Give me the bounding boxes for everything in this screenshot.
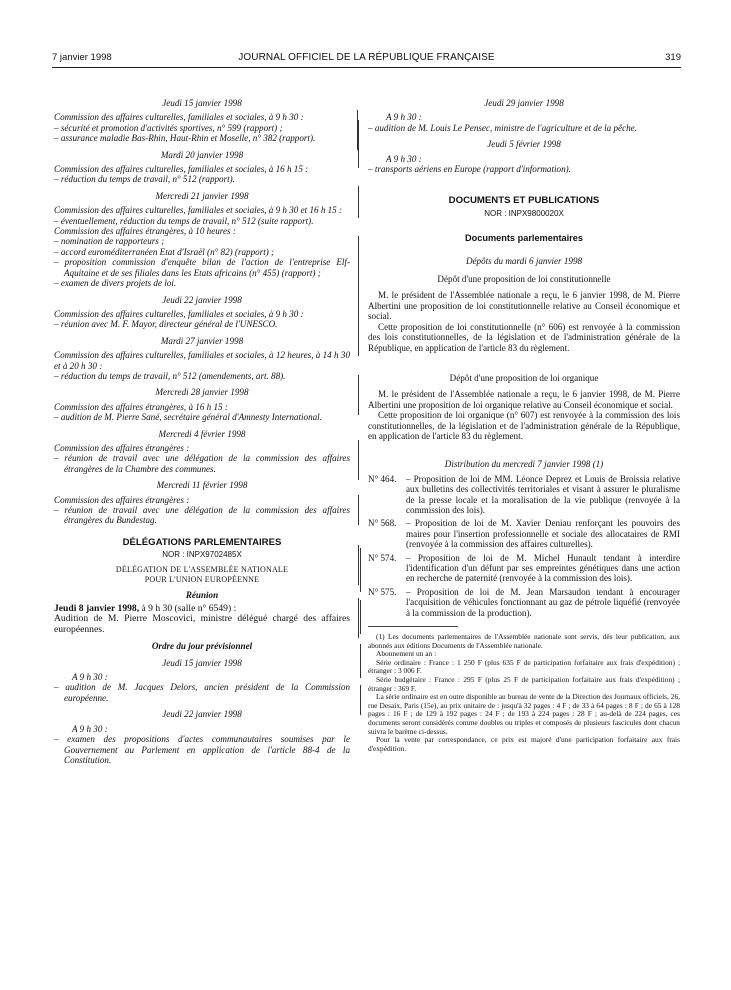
- deposit-heading: Dépôt d'une proposition de loi organique: [449, 372, 599, 383]
- agenda-item: – réunion de travail avec une délégation de la commission des affaires étrangères de la Chambre des communes.: [54, 453, 350, 474]
- time-line: A 9 h 30 :: [386, 112, 422, 123]
- proposal-text: – Proposition de loi de M. Jean Marsaudon tendant à encourager l'acquisition de véhicules fonctionnant au gaz de pétrole liquéfié (renvoyée à la commission de la production).: [406, 586, 680, 618]
- agenda-item: – nomination de rapporteurs ;: [54, 236, 165, 247]
- agenda-item: – audition de M. Pierre Sané, secrétaire général d'Amnesty International.: [54, 412, 322, 423]
- subtitle-documents: Documents parlementaires: [465, 233, 583, 244]
- paragraph: Cette proposition de loi constitutionnelle (n° 606) est renvoyée à la commission des lois constitutionnelles, de la législation et de l'administration générale de la République, en application de l'article 83 du règlement.: [368, 321, 680, 353]
- agenda-item: – proposition commission d'enquête bilan de l'action de l'entreprise Elf-Aquitaine et de ses filiales dans les Etats africains (n° 455) (rapport) ;: [54, 257, 350, 278]
- commission-line: Commission des affaires étrangères, à 16 h 15 :: [54, 401, 228, 412]
- date-heading: Mercredi 28 janvier 1998: [155, 387, 249, 398]
- distribution-heading: Distribution du mercredi 7 janvier 1998 (1): [444, 459, 604, 470]
- paragraph: M. le président de l'Assemblée nationale a reçu, le 6 janvier 1998, de M. Pierre Albertini une proposition de loi organique relative au Conseil économique et social.: [368, 389, 680, 410]
- date-heading: Jeudi 5 février 1998: [487, 139, 561, 150]
- commission-line: Commission des affaires étrangères, à 10 heures :: [54, 226, 236, 237]
- agenda-item: – réunion avec M. F. Mayor, directeur général de l'UNESCO.: [54, 319, 278, 330]
- delegation-subtitle: DÉLÉGATION DE L'ASSEMBLÉE NATIONALE: [115, 564, 289, 574]
- footnote: Abonnement un an :: [376, 649, 437, 659]
- right-column: [368, 96, 680, 753]
- delegation-subtitle: POUR L'UNION EUROPÉENNE: [144, 574, 260, 584]
- agenda-item: – sécurité et promotion d'activités sportives, n° 599 (rapport) ;: [54, 122, 283, 133]
- proposal-number: N° 464.: [368, 473, 397, 484]
- proposal-text: – Proposition de loi de MM. Léonce Deprez et Louis de Broissia relative aux bulletins des collectivités territoriales et visant à assurer le pluralisme de la presse locale et la moralisation de la vie publique (renvoyée à la commission des lois).: [406, 473, 680, 515]
- date-heading: Jeudi 22 janvier 1998: [162, 709, 242, 720]
- column-separator: [360, 600, 361, 634]
- section-title-delegations: DÉLÉGATIONS PARLEMENTAIRES: [122, 536, 282, 548]
- date-heading: Jeudi 15 janvier 1998: [162, 657, 242, 668]
- commission-line: Commission des affaires étrangères :: [54, 442, 190, 453]
- agenda-item: – réunion de travail avec une délégation de la commission des affaires étrangères du Bundestag.: [54, 505, 350, 526]
- commission-line: Commission des affaires culturelles, familiales et sociales, à 9 h 30 :: [54, 112, 304, 123]
- date-heading: Jeudi 22 janvier 1998: [162, 294, 242, 305]
- agenda-item: – transports aériens en Europe (rapport d'information).: [368, 164, 571, 175]
- agenda-item: – assurance maladie Bas-Rhin, Haut-Rhin et Moselle, n° 382 (rapport).: [54, 133, 316, 144]
- footnote: (1) Les documents parlementaires de l'Assemblée nationale sont servis, dès leur publication, aux abonnés aux éditions Documents de l'Assemblée nationale.: [368, 632, 680, 650]
- agenda-item: – accord euroméditerranéen Etat d'Israël (n° 82) (rapport) ;: [54, 246, 275, 257]
- date-heading: Mardi 27 janvier 1998: [160, 335, 244, 346]
- page-number: 319: [665, 52, 681, 63]
- left-column: [54, 96, 350, 765]
- page-header: [52, 52, 681, 66]
- column-separator: [358, 375, 359, 415]
- agenda-item: – audition de M. Louis Le Pensec, ministre de l'agriculture et de la pêche.: [368, 122, 637, 133]
- column-separator: [358, 598, 359, 638]
- column-separator: [360, 644, 361, 678]
- proposal-item: [368, 553, 680, 584]
- agenda-item: – examen des propositions d'actes communautaires soumises par le Gouvernement au Parlement en application de l'article 88-4 de la Constitution.: [54, 734, 350, 765]
- footnote: La série ordinaire est en outre disponible au bureau de vente de la Direction des Journaux officiels, 26, rue Desaix, Paris (15e), au prix unitaire de : jusqu'à 32 pages : 4 F ; de 33 à 64 pages : 8 F ; de 65 à 128 pages : 16 F ; de 129 à 192 pages : 24 F ; de 193 à 224 pages : 28 F ; au-delà de 224 pages, ces documents seront considérés comme doubles ou triples et composés de plusieurs fascicules dont chacun suivra le barème ci-dessus.: [368, 692, 680, 736]
- header-rule: [52, 67, 681, 68]
- meeting-date: Jeudi 8 janvier 1998,: [54, 603, 140, 615]
- footnote-rule: [368, 626, 458, 627]
- agenda-item: – éventuellement, réduction du temps de travail, n° 512 (suite rapport).: [54, 215, 314, 226]
- paragraph: M. le président de l'Assemblée nationale a reçu, le 6 janvier 1998, de M. Pierre Albertini une proposition de loi constitutionnelle relative au Conseil économique et social.: [368, 290, 680, 322]
- column-separator: [360, 685, 361, 715]
- agenda-item: – examen de divers projets de loi.: [54, 278, 177, 289]
- date-heading: Mercredi 4 février 1998: [158, 428, 246, 439]
- footnotes: [368, 633, 680, 753]
- time-line: A 9 h 30 :: [72, 723, 108, 734]
- proposal-number: N° 568.: [368, 518, 397, 529]
- column-separator: [358, 186, 359, 218]
- column-separator: [358, 120, 359, 150]
- proposal-item: [368, 587, 680, 618]
- reunion-heading: Réunion: [185, 589, 219, 600]
- agenda-item: – réduction du temps de travail, n° 512 (rapport).: [54, 174, 235, 185]
- order-heading: Ordre du jour prévisionnel: [151, 641, 253, 652]
- proposal-text: – Proposition de loi de M. Michel Hunault tendant à interdire l'identification d'un défunt par ses empreintes génétiques dans une action en recherche de paternité (renvoyée à la commission des lois).: [406, 552, 680, 584]
- column-separator: [358, 495, 359, 525]
- paragraph: Cette proposition de loi organique (n° 607) est renvoyée à la commission des lois constitutionnelles, de la législation et de l'administration générale de la République, en application de l'article 83 du règlement.: [368, 410, 680, 441]
- commission-line: Commission des affaires culturelles, familiales et sociales, à 9 h 30 :: [54, 308, 304, 319]
- date-heading: Jeudi 29 janvier 1998: [484, 98, 564, 108]
- time-line: A 9 h 30 :: [72, 672, 108, 683]
- time-line: A 9 h 30 :: [386, 153, 422, 164]
- agenda-item: – audition de M. Jacques Delors, ancien président de la Commission européenne.: [54, 682, 350, 703]
- column-separator: [358, 440, 359, 480]
- commission-line: Commission des affaires culturelles, familiales et sociales, à 12 heures, à 14 h 30 et à 20 h 30 :: [54, 350, 350, 371]
- header-date: 7 janvier 1998: [52, 52, 112, 63]
- agenda-item: – réduction du temps de travail, n° 512 (amendements, art. 88).: [54, 370, 286, 381]
- section-title-documents: DOCUMENTS ET PUBLICATIONS: [448, 195, 600, 207]
- commission-line: Commission des affaires étrangères :: [54, 494, 190, 505]
- proposal-text: – Proposition de loi de M. Xavier Deniau renforçant les pouvoirs des maires pour l'insertion professionnelle et sociale des allocataires de RMI (renvoyée à la commission des affaires culturelles).: [406, 518, 680, 550]
- date-heading: Mercredi 21 janvier 1998: [155, 190, 249, 201]
- date-heading: Jeudi 15 janvier 1998: [162, 98, 242, 108]
- proposal-item: [368, 518, 680, 549]
- column-separator: [360, 548, 361, 592]
- column-separator: [358, 236, 359, 356]
- date-heading: Mardi 20 janvier 1998: [160, 149, 244, 160]
- depots-date: Dépôts du mardi 6 janvier 1998: [465, 255, 583, 266]
- nor-reference: NOR : INPX9702485X: [162, 550, 242, 560]
- meeting-time: à 9 h 30 (salle n° 6549) :: [139, 603, 237, 615]
- nor-reference: NOR : INPX9800020X: [484, 208, 564, 218]
- proposal-number: N° 574.: [368, 552, 397, 563]
- deposit-heading: Dépôt d'une proposition de loi constitutionnelle: [437, 274, 611, 285]
- journal-title: JOURNAL OFFICIEL DE LA RÉPUBLIQUE FRANÇAISE: [238, 52, 495, 63]
- meeting-text: Audition de M. Pierre Moscovici, ministre délégué chargé des affaires européennes.: [54, 613, 350, 635]
- date-heading: Mercredi 11 février 1998: [156, 480, 248, 491]
- proposal-item: [368, 474, 680, 516]
- column-separator: [358, 545, 359, 585]
- commission-line: Commission des affaires culturelles, familiales et sociales, à 9 h 30 et 16 h 15 :: [54, 205, 343, 216]
- proposal-number: N° 575.: [368, 586, 397, 597]
- footnote: Pour la vente par correspondance, ce prix est majoré d'une participation forfaitaire aux frais d'expédition.: [368, 735, 680, 753]
- footnote: Série ordinaire : France : 1 250 F (plus 635 F de participation forfaitaire aux frais d'expédition) ; étranger : 3 006 F.: [368, 657, 680, 676]
- commission-line: Commission des affaires culturelles, familiales et sociales, à 16 h 15 :: [54, 164, 309, 175]
- footnote: Série budgétaire : France : 295 F (plus 25 F de participation forfaitaire aux frais d'expédition) ; étranger : 369 F.: [368, 675, 680, 693]
